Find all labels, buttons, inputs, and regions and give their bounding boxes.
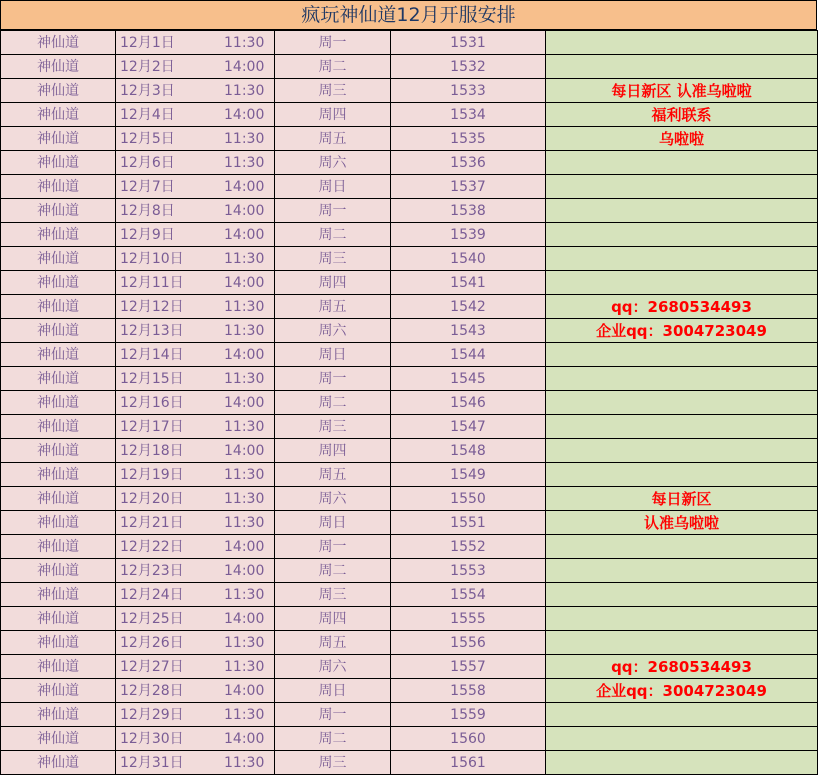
date-time-cell <box>116 487 275 511</box>
table-row <box>1 103 818 127</box>
game-name-cell: 神仙道 <box>1 607 116 631</box>
date-text: 12月8日 <box>120 202 175 219</box>
weekday-cell: 周五 <box>275 127 391 151</box>
table-row <box>1 535 818 559</box>
time-text: 14:00 <box>224 226 265 243</box>
time-text: 11:30 <box>224 154 265 171</box>
weekday-cell: 周六 <box>275 655 391 679</box>
table-row <box>1 55 818 79</box>
table-row <box>1 343 818 367</box>
date-text: 12月4日 <box>120 106 175 123</box>
weekday-cell: 周四 <box>275 103 391 127</box>
game-name-cell: 神仙道 <box>1 103 116 127</box>
date-time-cell <box>116 79 275 103</box>
weekday-cell: 周日 <box>275 175 391 199</box>
time-text: 14:00 <box>224 58 265 75</box>
weekday-cell: 周一 <box>275 535 391 559</box>
table-row <box>1 655 818 679</box>
server-number-cell: 1560 <box>391 727 546 751</box>
note-cell <box>546 751 818 775</box>
weekday-cell: 周四 <box>275 439 391 463</box>
date-time-cell <box>116 463 275 487</box>
date-time-cell <box>116 583 275 607</box>
table-row <box>1 175 818 199</box>
date-time-cell <box>116 415 275 439</box>
weekday-cell: 周二 <box>275 559 391 583</box>
server-number-cell: 1544 <box>391 343 546 367</box>
game-name-cell: 神仙道 <box>1 631 116 655</box>
game-name-cell: 神仙道 <box>1 415 116 439</box>
game-name-cell: 神仙道 <box>1 391 116 415</box>
date-text: 12月14日 <box>120 346 184 363</box>
note-cell <box>546 31 818 55</box>
time-text: 14:00 <box>224 202 265 219</box>
date-text: 12月9日 <box>120 226 175 243</box>
game-name-cell: 神仙道 <box>1 655 116 679</box>
note-cell <box>546 199 818 223</box>
note-cell: qq：2680534493 <box>546 655 818 679</box>
date-time-cell <box>116 343 275 367</box>
server-number-cell: 1536 <box>391 151 546 175</box>
date-time-cell <box>116 631 275 655</box>
game-name-cell: 神仙道 <box>1 343 116 367</box>
game-name-cell: 神仙道 <box>1 223 116 247</box>
date-text: 12月3日 <box>120 82 175 99</box>
server-number-cell: 1553 <box>391 559 546 583</box>
time-text: 11:30 <box>224 586 265 603</box>
weekday-cell: 周四 <box>275 607 391 631</box>
server-number-cell: 1533 <box>391 79 546 103</box>
server-number-cell: 1558 <box>391 679 546 703</box>
note-cell <box>546 271 818 295</box>
date-time-cell <box>116 367 275 391</box>
date-time-cell <box>116 295 275 319</box>
table-row <box>1 367 818 391</box>
weekday-cell: 周六 <box>275 319 391 343</box>
date-text: 12月20日 <box>120 490 184 507</box>
weekday-cell: 周三 <box>275 751 391 775</box>
server-number-cell: 1554 <box>391 583 546 607</box>
game-name-cell: 神仙道 <box>1 559 116 583</box>
server-number-cell: 1532 <box>391 55 546 79</box>
server-number-cell: 1541 <box>391 271 546 295</box>
game-name-cell: 神仙道 <box>1 511 116 535</box>
game-name-cell: 神仙道 <box>1 703 116 727</box>
date-text: 12月19日 <box>120 466 184 483</box>
table-row <box>1 583 818 607</box>
game-name-cell: 神仙道 <box>1 79 116 103</box>
date-text: 12月18日 <box>120 442 184 459</box>
time-text: 11:30 <box>224 34 265 51</box>
game-name-cell: 神仙道 <box>1 439 116 463</box>
date-text: 12月21日 <box>120 514 184 531</box>
note-cell: 福利联系 <box>546 103 818 127</box>
server-number-cell: 1550 <box>391 487 546 511</box>
date-time-cell <box>116 127 275 151</box>
date-text: 12月28日 <box>120 682 184 699</box>
game-name-cell: 神仙道 <box>1 247 116 271</box>
weekday-cell: 周三 <box>275 583 391 607</box>
sheet-title: 疯玩神仙道12月开服安排 <box>0 0 817 30</box>
time-text: 14:00 <box>224 442 265 459</box>
date-time-cell <box>116 175 275 199</box>
table-row <box>1 79 818 103</box>
game-name-cell: 神仙道 <box>1 583 116 607</box>
game-name-cell: 神仙道 <box>1 727 116 751</box>
note-cell: 每日新区 认准乌啦啦 <box>546 79 818 103</box>
date-time-cell <box>116 535 275 559</box>
table-row <box>1 487 818 511</box>
date-time-cell <box>116 751 275 775</box>
table-row <box>1 319 818 343</box>
date-text: 12月6日 <box>120 154 175 171</box>
note-cell: 企业qq：3004723049 <box>546 319 818 343</box>
date-time-cell <box>116 199 275 223</box>
time-text: 11:30 <box>224 706 265 723</box>
server-number-cell: 1540 <box>391 247 546 271</box>
weekday-cell: 周六 <box>275 487 391 511</box>
date-text: 12月11日 <box>120 274 184 291</box>
date-time-cell <box>116 55 275 79</box>
game-name-cell: 神仙道 <box>1 271 116 295</box>
time-text: 11:30 <box>224 754 265 771</box>
time-text: 11:30 <box>224 466 265 483</box>
weekday-cell: 周一 <box>275 367 391 391</box>
date-text: 12月22日 <box>120 538 184 555</box>
date-text: 12月17日 <box>120 418 184 435</box>
note-cell <box>546 703 818 727</box>
date-time-cell <box>116 391 275 415</box>
server-number-cell: 1535 <box>391 127 546 151</box>
date-time-cell <box>116 223 275 247</box>
table-row <box>1 751 818 775</box>
date-text: 12月25日 <box>120 610 184 627</box>
date-text: 12月12日 <box>120 298 184 315</box>
time-text: 11:30 <box>224 82 265 99</box>
game-name-cell: 神仙道 <box>1 487 116 511</box>
date-text: 12月2日 <box>120 58 175 75</box>
table-row <box>1 607 818 631</box>
server-number-cell: 1556 <box>391 631 546 655</box>
game-name-cell: 神仙道 <box>1 127 116 151</box>
time-text: 14:00 <box>224 394 265 411</box>
table-row <box>1 439 818 463</box>
server-number-cell: 1557 <box>391 655 546 679</box>
time-text: 11:30 <box>224 658 265 675</box>
time-text: 11:30 <box>224 370 265 387</box>
weekday-cell: 周一 <box>275 199 391 223</box>
table-row <box>1 127 818 151</box>
date-time-cell <box>116 151 275 175</box>
weekday-cell: 周二 <box>275 55 391 79</box>
note-cell <box>546 343 818 367</box>
server-number-cell: 1555 <box>391 607 546 631</box>
date-text: 12月29日 <box>120 706 184 723</box>
weekday-cell: 周三 <box>275 247 391 271</box>
date-time-cell <box>116 103 275 127</box>
note-cell <box>546 367 818 391</box>
note-cell <box>546 391 818 415</box>
weekday-cell: 周三 <box>275 79 391 103</box>
weekday-cell: 周四 <box>275 271 391 295</box>
server-number-cell: 1547 <box>391 415 546 439</box>
game-name-cell: 神仙道 <box>1 295 116 319</box>
weekday-cell: 周三 <box>275 415 391 439</box>
time-text: 14:00 <box>224 346 265 363</box>
game-name-cell: 神仙道 <box>1 151 116 175</box>
weekday-cell: 周五 <box>275 631 391 655</box>
server-number-cell: 1546 <box>391 391 546 415</box>
date-text: 12月15日 <box>120 370 184 387</box>
weekday-cell: 周五 <box>275 463 391 487</box>
note-cell <box>546 223 818 247</box>
game-name-cell: 神仙道 <box>1 319 116 343</box>
note-cell <box>546 439 818 463</box>
server-number-cell: 1539 <box>391 223 546 247</box>
weekday-cell: 周日 <box>275 679 391 703</box>
server-number-cell: 1531 <box>391 31 546 55</box>
weekday-cell: 周日 <box>275 343 391 367</box>
game-name-cell: 神仙道 <box>1 535 116 559</box>
note-cell: qq：2680534493 <box>546 295 818 319</box>
note-cell <box>546 55 818 79</box>
server-number-cell: 1534 <box>391 103 546 127</box>
game-name-cell: 神仙道 <box>1 679 116 703</box>
game-name-cell: 神仙道 <box>1 55 116 79</box>
note-cell <box>546 247 818 271</box>
game-name-cell: 神仙道 <box>1 31 116 55</box>
note-cell: 每日新区 <box>546 487 818 511</box>
note-cell: 乌啦啦 <box>546 127 818 151</box>
table-row <box>1 199 818 223</box>
time-text: 11:30 <box>224 634 265 651</box>
date-time-cell <box>116 559 275 583</box>
weekday-cell: 周六 <box>275 151 391 175</box>
time-text: 14:00 <box>224 682 265 699</box>
date-time-cell <box>116 607 275 631</box>
server-number-cell: 1559 <box>391 703 546 727</box>
weekday-cell: 周一 <box>275 703 391 727</box>
time-text: 11:30 <box>224 322 265 339</box>
server-number-cell: 1549 <box>391 463 546 487</box>
server-number-cell: 1548 <box>391 439 546 463</box>
date-text: 12月31日 <box>120 754 184 771</box>
server-number-cell: 1537 <box>391 175 546 199</box>
game-name-cell: 神仙道 <box>1 463 116 487</box>
schedule-table <box>0 30 818 775</box>
table-row <box>1 391 818 415</box>
time-text: 11:30 <box>224 130 265 147</box>
note-cell <box>546 175 818 199</box>
table-row <box>1 463 818 487</box>
date-time-cell <box>116 31 275 55</box>
table-row <box>1 295 818 319</box>
table-row <box>1 631 818 655</box>
server-number-cell: 1552 <box>391 535 546 559</box>
time-text: 11:30 <box>224 418 265 435</box>
game-name-cell: 神仙道 <box>1 175 116 199</box>
time-text: 14:00 <box>224 538 265 555</box>
table-row <box>1 559 818 583</box>
game-name-cell: 神仙道 <box>1 367 116 391</box>
note-cell <box>546 415 818 439</box>
time-text: 14:00 <box>224 730 265 747</box>
date-time-cell <box>116 679 275 703</box>
time-text: 11:30 <box>224 298 265 315</box>
note-cell <box>546 583 818 607</box>
game-name-cell: 神仙道 <box>1 199 116 223</box>
note-cell <box>546 631 818 655</box>
date-time-cell <box>116 511 275 535</box>
date-text: 12月5日 <box>120 130 175 147</box>
server-number-cell: 1545 <box>391 367 546 391</box>
note-cell: 认准乌啦啦 <box>546 511 818 535</box>
date-text: 12月24日 <box>120 586 184 603</box>
game-name-cell: 神仙道 <box>1 751 116 775</box>
table-row <box>1 415 818 439</box>
date-time-cell <box>116 319 275 343</box>
server-number-cell: 1543 <box>391 319 546 343</box>
table-row <box>1 271 818 295</box>
date-text: 12月30日 <box>120 730 184 747</box>
server-number-cell: 1561 <box>391 751 546 775</box>
weekday-cell: 周日 <box>275 511 391 535</box>
table-row <box>1 223 818 247</box>
date-time-cell <box>116 247 275 271</box>
note-cell <box>546 559 818 583</box>
table-row <box>1 247 818 271</box>
time-text: 14:00 <box>224 562 265 579</box>
table-row <box>1 151 818 175</box>
server-number-cell: 1542 <box>391 295 546 319</box>
server-number-cell: 1551 <box>391 511 546 535</box>
note-cell <box>546 151 818 175</box>
date-time-cell <box>116 439 275 463</box>
note-cell <box>546 535 818 559</box>
date-text: 12月23日 <box>120 562 184 579</box>
weekday-cell: 周二 <box>275 223 391 247</box>
table-row <box>1 31 818 55</box>
weekday-cell: 周五 <box>275 295 391 319</box>
time-text: 14:00 <box>224 274 265 291</box>
date-text: 12月27日 <box>120 658 184 675</box>
table-row <box>1 679 818 703</box>
date-text: 12月1日 <box>120 34 175 51</box>
time-text: 11:30 <box>224 490 265 507</box>
weekday-cell: 周二 <box>275 727 391 751</box>
table-row <box>1 511 818 535</box>
date-text: 12月13日 <box>120 322 184 339</box>
weekday-cell: 周一 <box>275 31 391 55</box>
date-text: 12月16日 <box>120 394 184 411</box>
time-text: 14:00 <box>224 610 265 627</box>
time-text: 11:30 <box>224 250 265 267</box>
note-cell <box>546 463 818 487</box>
date-time-cell <box>116 271 275 295</box>
date-text: 12月26日 <box>120 634 184 651</box>
table-row <box>1 703 818 727</box>
weekday-cell: 周二 <box>275 391 391 415</box>
date-time-cell <box>116 703 275 727</box>
note-cell <box>546 607 818 631</box>
server-number-cell: 1538 <box>391 199 546 223</box>
date-text: 12月10日 <box>120 250 184 267</box>
date-text: 12月7日 <box>120 178 175 195</box>
note-cell: 企业qq：3004723049 <box>546 679 818 703</box>
time-text: 14:00 <box>224 106 265 123</box>
time-text: 14:00 <box>224 178 265 195</box>
date-time-cell <box>116 655 275 679</box>
time-text: 11:30 <box>224 514 265 531</box>
